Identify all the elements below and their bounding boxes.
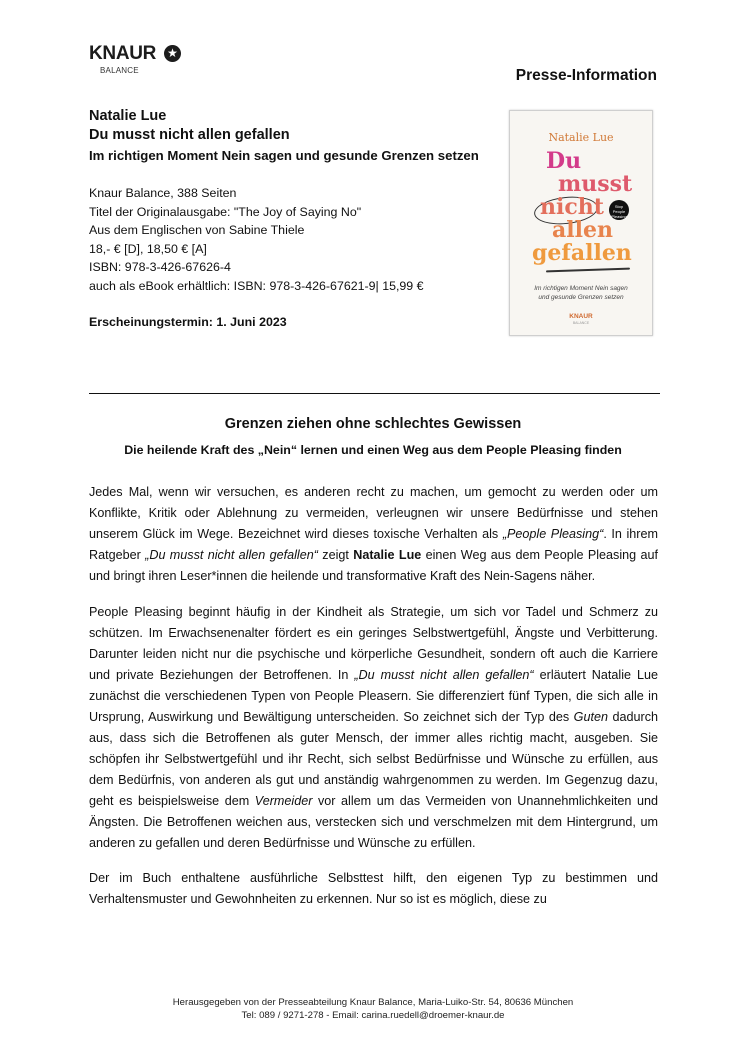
detail-original-title: Titel der Originalausgabe: "The Joy of Saying No" [89, 204, 362, 219]
body-paragraph [89, 482, 658, 587]
cover-title-word: musst [558, 171, 633, 197]
cover-logo-sub: BALANCE [572, 321, 590, 325]
book-cover [509, 110, 653, 336]
footer-contact: Tel: 089 / 9271-278 - Email: carina.ruedell@droemer-knaur.de [241, 1010, 505, 1021]
divider [89, 393, 660, 394]
footer [40, 996, 706, 1022]
text-run: Guten [573, 709, 608, 724]
text-run: „Du musst nicht allen gefallen“ [145, 548, 318, 562]
text-run: einen Weg aus dem People Pleasing auf und bringt ihren Leser*innen die heilende und transformative Kraft des Nein-Sagens näher. [89, 548, 659, 583]
text-run: vor allem um das Vermeiden von Unannehmlichkeiten und Ängsten. Die Betroffenen weichen aus, verstecken sich und verschmelzen mit dem Hintergrund, um anderen zu gefallen und deren Bedürfnisse und Wünsche zu erfüllen. [89, 793, 658, 850]
cover-title-word: nicht [540, 194, 604, 220]
text-run: erläutert Natalie Lue zunächst die verschiedenen Typen von People Pleasern. Sie differenziert fünf Typen, die sich alle in Ursprung, Auswirkung und Bewältigung unterscheiden. So zeichnet sich der Typ des [89, 667, 658, 724]
detail-translator: Aus dem Englischen von Sabine Thiele [89, 223, 305, 237]
book-metadata [89, 107, 479, 329]
book-details [89, 184, 479, 295]
cover-author: Natalie Lue [548, 131, 614, 144]
body-paragraph [89, 868, 658, 910]
text-run: . In ihrem Ratgeber [89, 527, 658, 562]
cover-title-word: Du [546, 148, 582, 174]
detail-ebook: auch als eBook erhältlich: ISBN: 978-3-426-67621-9| 15,99 € [89, 278, 424, 293]
text-run: „Du musst nicht allen gefallen“ [354, 667, 534, 682]
text-run: Jedes Mal, wenn wir versuchen, es anderen recht zu machen, um gemocht zu werden oder um Konflikte, Kritik oder Ablehnung zu vermeiden, verleugnen wir unsere Bedürfnisse und stehen unserem Glück im Wege. Bezeichnet wird dieses toxische Verhalten als [89, 485, 658, 541]
logo-wordmark: KNAUR [89, 43, 157, 64]
headline: Grenzen ziehen ohne schlechtes Gewissen [224, 416, 522, 432]
release-date: Erscheinungstermin: 1. Juni 2023 [89, 315, 287, 329]
book-title: Du musst nicht allen gefallen [89, 127, 290, 143]
text-run: „People Pleasing“ [502, 527, 604, 541]
text-run: zeigt [317, 548, 354, 562]
detail-isbn: ISBN: 978-3-426-67626-4 [89, 260, 231, 274]
body-paragraph [89, 602, 658, 854]
detail-publisher: Knaur Balance, 388 Seiten [89, 186, 237, 200]
detail-price: 18,- € [D], 18,50 € [A] [89, 241, 207, 256]
star-icon: ★ [164, 45, 181, 62]
text-run: Vermeider [254, 793, 313, 808]
book-author: Natalie Lue [89, 108, 167, 124]
cover-logo: KNAUR [569, 313, 593, 320]
cover-subtitle-line: Im richtigen Moment Nein sagen [534, 285, 628, 292]
footer-address: Herausgegeben von der Presseabteilung Knaur Balance, Maria-Luiko-Str. 54, 80636 München [172, 997, 574, 1008]
cover-underline [546, 268, 630, 273]
cover-badge: Stop People Pleasing [609, 200, 629, 220]
publisher-logo [89, 43, 199, 83]
text-run: Natalie Lue [353, 548, 422, 562]
text-run: Der im Buch enthaltene ausführliche Selbsttest hilft, den eigenen Typ zu bestimmen und Verhaltensmuster und Gewohnheiten zu erkennen. Nur so ist es möglich, diese zu [89, 871, 658, 906]
cover-title-word: allen [552, 217, 613, 243]
logo-imprint: BALANCE [100, 66, 139, 75]
body-text [89, 482, 658, 925]
text-run: People Pleasing beginnt häufig in der Kindheit als Strategie, um sich vor Tadel und Schmerz zu schützen. Im Erwachsenenalter fördert es ein geringes Selbstwertgefühl, Ängste und Verbitterung. Darunter leiden nicht nur die psychische und körperliche Gesundheit, sondern oft auch die Karriere und private Beziehungen der Betroffenen. In [89, 604, 658, 682]
cover-title-word: gefallen [532, 240, 632, 266]
subheadline: Die heilende Kraft des „Nein“ lernen und einen Weg aus dem People Pleasing finden [124, 443, 622, 457]
cover-subtitle [518, 284, 644, 302]
text-run: dadurch aus, dass sich die Betroffenen als guter Mensch, der immer alles richtig macht, ausgeben. Sie schöpfen ihr Selbstwertgefühl und ihr Recht, sich selbst Bedürfnisse und Wünsche zu erfüllen, aus dem Bedürfnis, von anderen als gut und anständig wahrgenommen zu werden. Im Gegenzug dazu, geht es beispielsweise dem [89, 709, 658, 808]
cover-subtitle-line: und gesunde Grenzen setzen [538, 294, 624, 301]
press-label: Presse-Information [515, 67, 657, 84]
book-subtitle: Im richtigen Moment Nein sagen und gesunde Grenzen setzen [89, 148, 479, 163]
